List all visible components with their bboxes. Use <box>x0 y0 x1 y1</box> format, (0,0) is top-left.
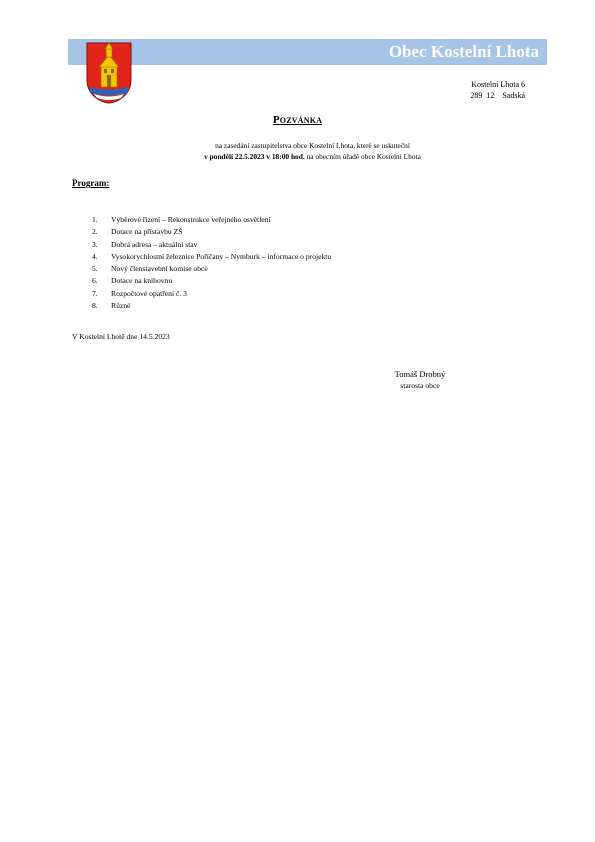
address-block <box>470 79 525 101</box>
agenda-item-number: 8. <box>92 301 98 311</box>
agenda-item <box>92 275 331 287</box>
coat-of-arms-icon <box>86 42 132 104</box>
place-and-date: V Kostelní Lhotě dne 14.5.2023 <box>72 332 170 341</box>
meeting-intro <box>0 140 595 162</box>
agenda-item-number: 1. <box>92 215 98 224</box>
agenda-item-text: Dotace na knihovnu <box>111 276 173 286</box>
address-line-1: Kostelní Lhota 6 <box>471 80 525 89</box>
agenda-item-text: Výběrové řízení – Rekonstrukce veřejného osvětlení <box>111 215 271 224</box>
signature-role: starosta obce <box>400 381 440 390</box>
agenda-item-number: 7. <box>92 288 98 298</box>
agenda-item <box>92 226 331 238</box>
intro-line-2 <box>0 151 595 162</box>
agenda-item <box>92 300 331 312</box>
agenda-item-text: Vysokorychlostní železnice Poříčany – Nymburk – informace o projektu <box>111 251 332 261</box>
agenda-item-number: 5. <box>92 264 98 274</box>
signature-block <box>370 369 470 391</box>
intro-line-1: na zasedání zastupitelstva obce Kostelní Lhota, které se uskuteční <box>215 141 410 150</box>
agenda-list <box>92 214 331 312</box>
agenda-item-text: Dobrá adresa – aktuální stav <box>111 239 198 249</box>
agenda-item <box>92 263 331 275</box>
agenda-item-number: 4. <box>92 251 98 261</box>
agenda-item-number: 2. <box>92 227 98 237</box>
document-title: Pozvánka <box>272 114 323 126</box>
municipality-title: Obec Kostelní Lhota <box>388 42 539 61</box>
agenda-item <box>92 239 331 251</box>
agenda-item <box>92 288 331 300</box>
agenda-item <box>92 214 331 226</box>
agenda-item-text: Dotace na přístavbu ZŠ <box>111 227 183 237</box>
address-line-2: 289 12 Sadská <box>470 91 525 100</box>
header-bar <box>68 39 547 65</box>
agenda-item-text: Nový členstavební komise obce <box>111 264 208 274</box>
agenda-item-number: 6. <box>92 276 98 286</box>
agenda-item <box>92 251 331 263</box>
signature-name: Tomáš Drobný <box>394 369 446 379</box>
agenda-item-text: Rozpočtové opatření č. 3 <box>111 288 187 298</box>
agenda-item-text: Různé <box>111 301 131 311</box>
program-label: Program: <box>72 178 110 188</box>
meeting-datetime: v pondělí 22.5.2023 v 18:00 hod. <box>204 152 305 161</box>
meeting-location: na obecním úřadě obce Kostelní Lhota <box>304 152 421 161</box>
agenda-item-number: 3. <box>92 239 98 249</box>
